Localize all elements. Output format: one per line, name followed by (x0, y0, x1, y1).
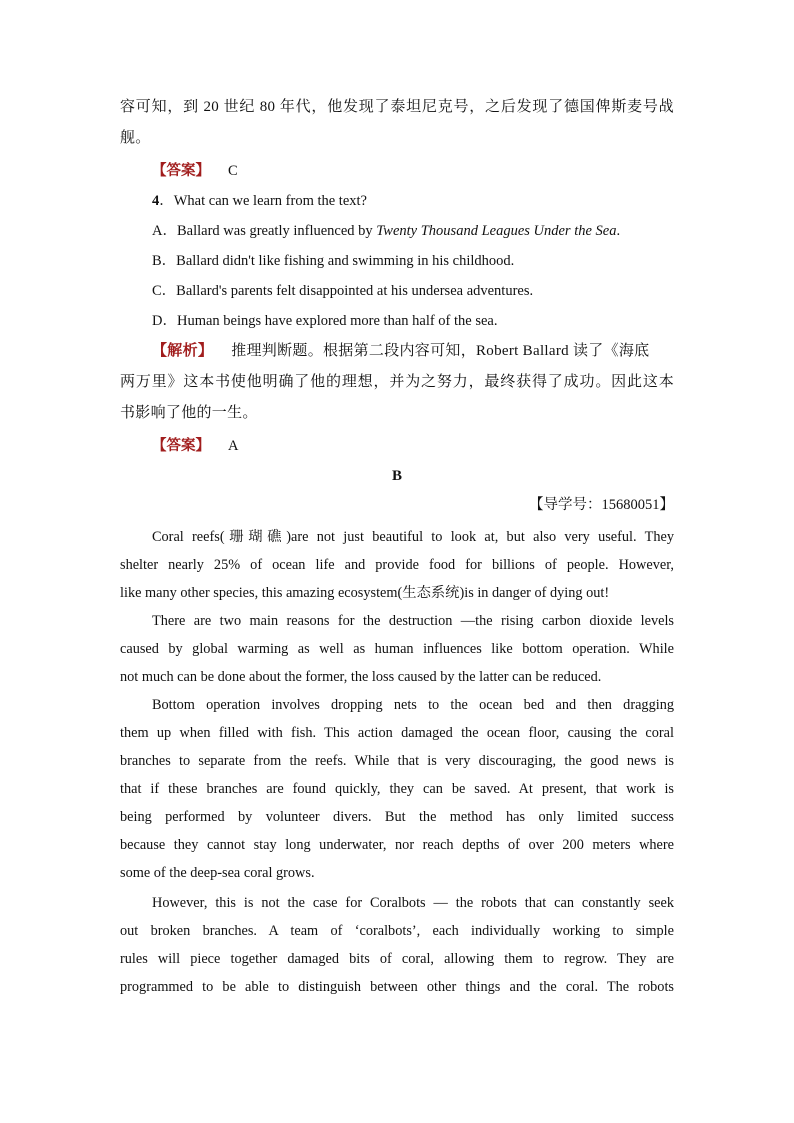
analysis4-line-3: 书影响了他的一生。 (120, 405, 258, 421)
guide-number: 【导学号：15680051】 (529, 497, 674, 513)
question4-option-b: B．Ballard didn't like fishing and swimming in his childhood. (152, 253, 515, 269)
answer4-row (120, 431, 674, 461)
question4-option-a: A．Ballard was greatly influenced by Twenty Thousand Leagues Under the Sea. (152, 223, 621, 239)
passage-line: some of the deep-sea coral grows. (120, 865, 315, 881)
passage-line: like many other species, this amazing ecosystem(生态系统)is in danger of dying out! (120, 585, 610, 601)
question4-option-d: D．Human beings have explored more than half of the sea. (152, 313, 498, 329)
option-text-end: . (616, 223, 621, 239)
option-text: Ballard was greatly influenced by (176, 223, 377, 239)
passage-line: branches to separate from the reefs. While that is very discouraging, the good news is (120, 753, 674, 769)
option-text: Ballard didn't like fishing and swimming in his childhood. (176, 253, 515, 269)
passage-line: Coral reefs(珊瑚礁)are not just beautiful to look at, but also very useful. They (152, 529, 674, 545)
answer3-row (120, 156, 674, 186)
option-text: Ballard's parents felt disappointed at his undersea adventures. (176, 283, 534, 299)
passage-line: shelter nearly 25% of ocean life and provide food for billions of people. However, (120, 557, 674, 573)
analysis4-line-1: 推理判断题。根据第二段内容可知，Robert Ballard 读了《海底 (231, 343, 650, 359)
section-b-heading: B (391, 468, 402, 484)
passage-line: Bottom operation involves dropping nets to the ocean bed and then dragging (152, 697, 674, 713)
passage-line: that if these branches are found quickly, they can be saved. At present, that work is (120, 781, 674, 797)
answer3-value: C (228, 163, 238, 179)
passage-line: caused by global warming as well as human influences like bottom operation. While (120, 641, 674, 657)
passage-line: However, this is not the case for Coralbots — the robots that can constantly seek (152, 895, 674, 911)
passage-paragraph-1 (120, 523, 674, 607)
analysis4-line-2: 两万里》这本书使他明确了他的理想，并为之努力，最终获得了成功。因此这本 (120, 374, 674, 390)
analysis3-line-1: 容可知，到 20 世纪 80 年代，他发现了泰坦尼克号，之后发现了德国俾斯麦号战 (120, 99, 674, 115)
question4-stem: What can we learn from the text? (173, 193, 367, 209)
document-page (120, 92, 674, 1001)
question4-number: 4 (152, 193, 160, 209)
question4-option-c: C．Ballard's parents felt disappointed at his undersea adventures. (152, 283, 534, 299)
passage-line: rules will piece together damaged bits of coral, allowing them to regrow. They are (120, 951, 674, 967)
option-letter: C (152, 283, 162, 299)
option-letter: B (152, 253, 162, 269)
option-text: Human beings have explored more than half of the sea. (176, 313, 498, 329)
passage-line: because they cannot stay long underwater, nor reach depths of over 200 meters where (120, 837, 674, 853)
answer4-tag: 【答案】 (152, 438, 210, 454)
passage-paragraph-2 (120, 607, 674, 691)
analysis4-row-1 (120, 336, 674, 367)
analysis3-line-2: 舰。 (120, 130, 151, 146)
analysis4-tag: 【解析】 (152, 343, 214, 359)
answer4-value: A (228, 438, 239, 454)
passage-paragraph-3 (120, 691, 674, 887)
passage-line: not much can be done about the former, the loss caused by the latter can be reduced. (120, 669, 602, 685)
passage-line: being performed by volunteer divers. But the method has only limited success (120, 809, 674, 825)
passage-line: out broken branches. A team of ‘coralbots’, each individually working to simple (120, 923, 674, 939)
passage-line: programmed to be able to distinguish between other things and the coral. The robots (120, 979, 674, 995)
answer3-tag: 【答案】 (152, 163, 210, 179)
passage-line: There are two main reasons for the destruction —the rising carbon dioxide levels (152, 613, 674, 629)
passage-paragraph-4 (120, 889, 674, 1001)
question4-stem-row: 4．What can we learn from the text? (152, 193, 367, 209)
option-letter: D (152, 313, 163, 329)
book-title: Twenty Thousand Leagues Under the Sea (376, 223, 617, 239)
option-letter: A (152, 223, 163, 239)
passage-line: them up when filled with fish. This action damaged the ocean floor, causing the coral (120, 725, 674, 741)
